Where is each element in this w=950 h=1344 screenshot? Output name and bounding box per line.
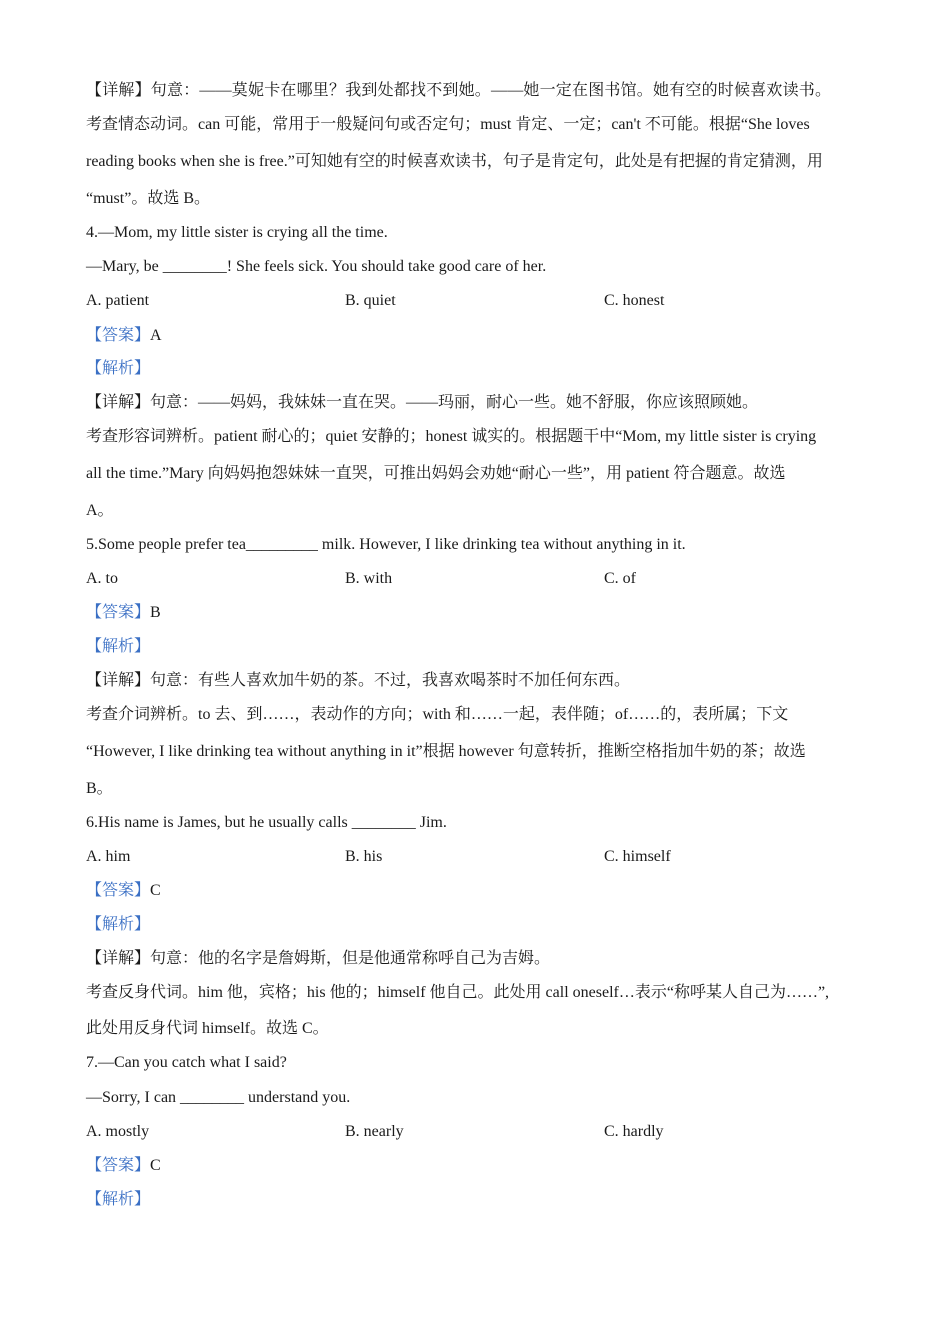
- q6-option-a: A. him: [86, 848, 131, 865]
- q3-detail-line-1: 【详解】句意：——莫妮卡在哪里？我到处都找不到她。——她一定在图书馆。她有空的时候喜欢读书。: [86, 82, 832, 99]
- q4-stem-line-2: —Mary, be ________! She feels sick. You should take good care of her.: [86, 258, 547, 275]
- q7-answer-line: [86, 1155, 866, 1177]
- q6-answer-tag: 【答案】: [86, 882, 151, 899]
- q4-detail-line-2: 考查形容词辨析。patient 耐心的；quiet 安静的；honest 诚实的。根据题干中“Mom, my little sister is crying: [86, 428, 817, 445]
- q6-answer-value: C: [150, 882, 161, 899]
- q7-option-c: C. hardly: [604, 1123, 664, 1140]
- q6-detail-line-1: 【详解】句意：他的名字是詹姆斯，但是他通常称呼自己为吉姆。: [86, 950, 551, 967]
- q4-jiexi-tag: 【解析】: [86, 360, 151, 377]
- q3-detail-line-4: “must”。故选 B。: [86, 190, 210, 207]
- q3-detail-line-2: 考查情态动词。can 可能，常用于一般疑问句或否定句；must 肯定、一定；can't 不可能。根据“She loves: [86, 116, 810, 133]
- q4-detail-line-1: 【详解】句意：——妈妈，我妹妹一直在哭。——玛丽，耐心一些。她不舒服，你应该照顾她。: [86, 394, 759, 411]
- q7-option-a: A. mostly: [86, 1123, 150, 1140]
- q4-answer-value: A: [150, 327, 162, 344]
- q4-answer-line: [86, 325, 866, 347]
- q4-option-b: B. quiet: [345, 292, 396, 309]
- q6-answer-line: [86, 880, 866, 902]
- q4-detail-line-4: A。: [86, 502, 114, 519]
- q4-answer-tag: 【答案】: [86, 327, 151, 344]
- q7-jiexi-tag: 【解析】: [86, 1191, 151, 1208]
- q5-option-c: C. of: [604, 570, 636, 587]
- q6-detail-line-2: 考查反身代词。him 他，宾格；his 他的；himself 他自己。此处用 call oneself…表示“称呼某人自己为……”,: [86, 984, 830, 1001]
- q4-detail-line-3: all the time.”Mary 向妈妈抱怨妹妹一直哭，可推出妈妈会劝她“耐心一些”，用 patient 符合题意。故选: [86, 465, 786, 482]
- q6-detail-line-3: 此处用反身代词 himself。故选 C。: [86, 1020, 329, 1037]
- q5-detail-line-1: 【详解】句意：有些人喜欢加牛奶的茶。不过，我喜欢喝茶时不加任何东西。: [86, 672, 631, 689]
- q7-option-b: B. nearly: [345, 1123, 404, 1140]
- q7-stem-line-1: 7.—Can you catch what I said?: [86, 1054, 287, 1071]
- q5-detail-line-3: “However, I like drinking tea without anything in it”根据 however 句意转折，推断空格指加牛奶的茶；故选: [86, 743, 806, 760]
- q7-stem-line-2: —Sorry, I can ________ understand you.: [86, 1089, 351, 1106]
- q5-answer-tag: 【答案】: [86, 604, 151, 621]
- q5-answer-line: [86, 602, 866, 624]
- q5-option-a: A. to: [86, 570, 118, 587]
- q6-option-b: B. his: [345, 848, 383, 865]
- q5-jiexi-tag: 【解析】: [86, 638, 151, 655]
- q5-option-b: B. with: [345, 570, 393, 587]
- q4-option-c: C. honest: [604, 292, 665, 309]
- q5-detail-line-4: B。: [86, 780, 113, 797]
- q5-stem-line-1: 5.Some people prefer tea_________ milk. However, I like drinking tea without anything in it.: [86, 536, 686, 553]
- q4-stem-line-1: 4.—Mom, my little sister is crying all the time.: [86, 224, 388, 241]
- q7-answer-value: C: [150, 1157, 161, 1174]
- q3-detail-line-3: reading books when she is free.”可知她有空的时候喜欢读书，句子是肯定句，此处是有把握的肯定猜测，用: [86, 153, 823, 170]
- q6-option-c: C. himself: [604, 848, 671, 865]
- q5-detail-line-2: 考查介词辨析。to 去、到……，表动作的方向；with 和……一起，表伴随；of……的，表所属；下文: [86, 706, 789, 723]
- q5-answer-value: B: [150, 604, 161, 621]
- q7-answer-tag: 【答案】: [86, 1157, 151, 1174]
- q4-option-a: A. patient: [86, 292, 150, 309]
- q6-jiexi-tag: 【解析】: [86, 916, 151, 933]
- q6-stem-line-1: 6.His name is James, but he usually calls ________ Jim.: [86, 814, 447, 831]
